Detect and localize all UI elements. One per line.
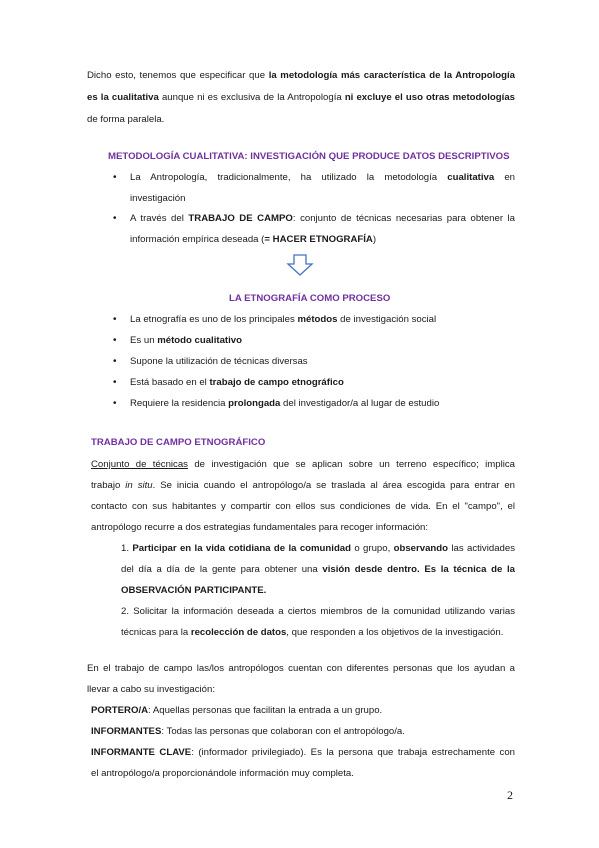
bullet-icon: • bbox=[113, 213, 117, 224]
text: . Se inicia cuando el antropólogo/a se traslada al área escogida para entrar en bbox=[152, 480, 516, 491]
text-bold: = HACER ETNOGRAFÍA bbox=[264, 234, 373, 245]
strategy1-line3 bbox=[121, 585, 266, 596]
intro-line-3: de forma paralela. bbox=[87, 114, 165, 125]
bullet-icon: • bbox=[113, 356, 117, 367]
list-item bbox=[130, 356, 308, 367]
text: La etnografía es uno de los principales bbox=[130, 314, 298, 325]
text: técnicas para la bbox=[121, 627, 191, 638]
text: del día a día de la gente para obtener una bbox=[121, 564, 323, 575]
text: , que responden a los objetivos de la investigación. bbox=[286, 627, 504, 638]
text: La Antropología, tradicionalmente, ha utilizado la metodología bbox=[130, 172, 448, 183]
strategy2-line1: 2. Solicitar la información deseada a ciertos miembros de la comunidad utilizando varias bbox=[121, 606, 515, 617]
text: o grupo, bbox=[351, 543, 394, 554]
section4-line1: En el trabajo de campo las/los antropólogos cuentan con diferentes personas que los ayudan a bbox=[87, 663, 515, 674]
strategy1-line2 bbox=[121, 564, 515, 575]
text-underlined: Conjunto de técnicas bbox=[91, 459, 188, 470]
text-bold: prolongada bbox=[228, 398, 281, 409]
section-heading-etnografia: LA ETNOGRAFÍA COMO PROCESO bbox=[229, 293, 391, 304]
bullet-icon: • bbox=[113, 335, 117, 346]
section3-p1-line4: antropólogo recurre a dos estrategias fundamentales para recoger información: bbox=[91, 522, 429, 533]
text-bold: visión desde dentro. Es la técnica de la bbox=[322, 564, 515, 575]
term-label: INFORMANTE CLAVE bbox=[91, 747, 192, 758]
text-italic: in situ bbox=[125, 480, 153, 491]
list-item bbox=[130, 335, 242, 346]
text-bold: método cualitativo bbox=[157, 335, 242, 346]
text: en bbox=[494, 172, 515, 183]
list-item bbox=[130, 398, 439, 409]
term-label: INFORMANTES bbox=[91, 726, 162, 737]
text: de investigación social bbox=[337, 314, 437, 325]
section3-p1-line3: contacto con sus habitantes y compartir con ellos sus condiciones de vida. En el "campo", el bbox=[91, 501, 515, 512]
text: : Todas las personas que colaboran con el antropólogo/a. bbox=[161, 726, 405, 737]
section-heading-metodologia: METODOLOGÍA CUALITATIVA: INVESTIGACIÓN QUE PRODUCE DATOS DESCRIPTIVOS bbox=[108, 151, 510, 162]
bullet-icon: • bbox=[113, 398, 117, 409]
text-bold: cualitativa bbox=[447, 172, 495, 183]
bullet-icon: • bbox=[113, 172, 117, 183]
section3-p1-line1 bbox=[91, 459, 515, 470]
text-bold: ni excluye el uso otras metodologías bbox=[344, 92, 515, 103]
text: Supone la utilización de técnicas diversas bbox=[130, 356, 308, 367]
text-bold: Participar en la vida cotidiana de la comunidad bbox=[132, 543, 351, 554]
text: : Aquellas personas que facilitan la entrada a un grupo. bbox=[148, 705, 383, 716]
text: de investigación que se aplican sobre un terreno específico; implica bbox=[187, 459, 515, 470]
text: ) bbox=[372, 234, 377, 245]
term-label: PORTERO/A bbox=[91, 705, 149, 716]
informante-clave-definition bbox=[91, 747, 515, 758]
text-bold: observando bbox=[393, 543, 449, 554]
text-bold: es la cualitativa bbox=[87, 92, 159, 103]
section1-bullet2-line2 bbox=[130, 234, 376, 245]
text-bold: OBSERVACIÓN PARTICIPANTE. bbox=[121, 585, 267, 596]
informantes-definition bbox=[91, 726, 405, 737]
down-arrow-icon bbox=[286, 254, 314, 276]
text-bold: recolección de datos bbox=[190, 627, 287, 638]
informante-clave-line2: el antropólogo/a proporcionándole información muy completa. bbox=[91, 768, 354, 779]
text-bold: trabajo de campo etnográfico bbox=[209, 377, 344, 388]
text-bold: la metodología más característica de la Antropología bbox=[268, 70, 515, 81]
text: A través del bbox=[130, 213, 189, 224]
bullet-icon: • bbox=[113, 314, 117, 325]
bullet-icon: • bbox=[113, 377, 117, 388]
text: información empírica deseada ( bbox=[130, 234, 265, 245]
page-number: 2 bbox=[507, 788, 513, 802]
intro-line-1 bbox=[87, 70, 515, 81]
section1-bullet2-line1 bbox=[130, 213, 515, 224]
section4-line2: llevar a cabo su investigación: bbox=[87, 684, 215, 695]
text: : conjunto de técnicas necesarias para obtener la bbox=[292, 213, 516, 224]
text: aunque ni es exclusiva de la Antropología bbox=[158, 92, 345, 103]
section-heading-trabajo-campo: TRABAJO DE CAMPO ETNOGRÁFICO bbox=[91, 437, 266, 448]
section1-bullet1-line2: investigación bbox=[130, 193, 186, 204]
text: del investigador/a al lugar de estudio bbox=[280, 398, 440, 409]
text: Requiere la residencia bbox=[130, 398, 229, 409]
intro-line-2 bbox=[87, 92, 515, 103]
list-item bbox=[130, 314, 436, 325]
text-bold: métodos bbox=[297, 314, 338, 325]
text: Dicho esto, tenemos que especificar que bbox=[87, 70, 269, 81]
text: 1. bbox=[121, 543, 133, 554]
text: Es un bbox=[130, 335, 158, 346]
section3-p1-line2 bbox=[91, 480, 515, 491]
text: trabajo bbox=[91, 480, 126, 491]
strategy2-line2 bbox=[121, 627, 503, 638]
strategy1-line1 bbox=[121, 543, 515, 554]
text: : (informador privilegiado). Es la persona que trabaja estrechamente con bbox=[191, 747, 516, 758]
list-item bbox=[130, 377, 344, 388]
text: las actividades bbox=[448, 543, 515, 554]
text: Está basado en el bbox=[130, 377, 210, 388]
portero-definition bbox=[91, 705, 382, 716]
text-bold: TRABAJO DE CAMPO bbox=[188, 213, 293, 224]
section1-bullet1-line1 bbox=[130, 172, 515, 183]
